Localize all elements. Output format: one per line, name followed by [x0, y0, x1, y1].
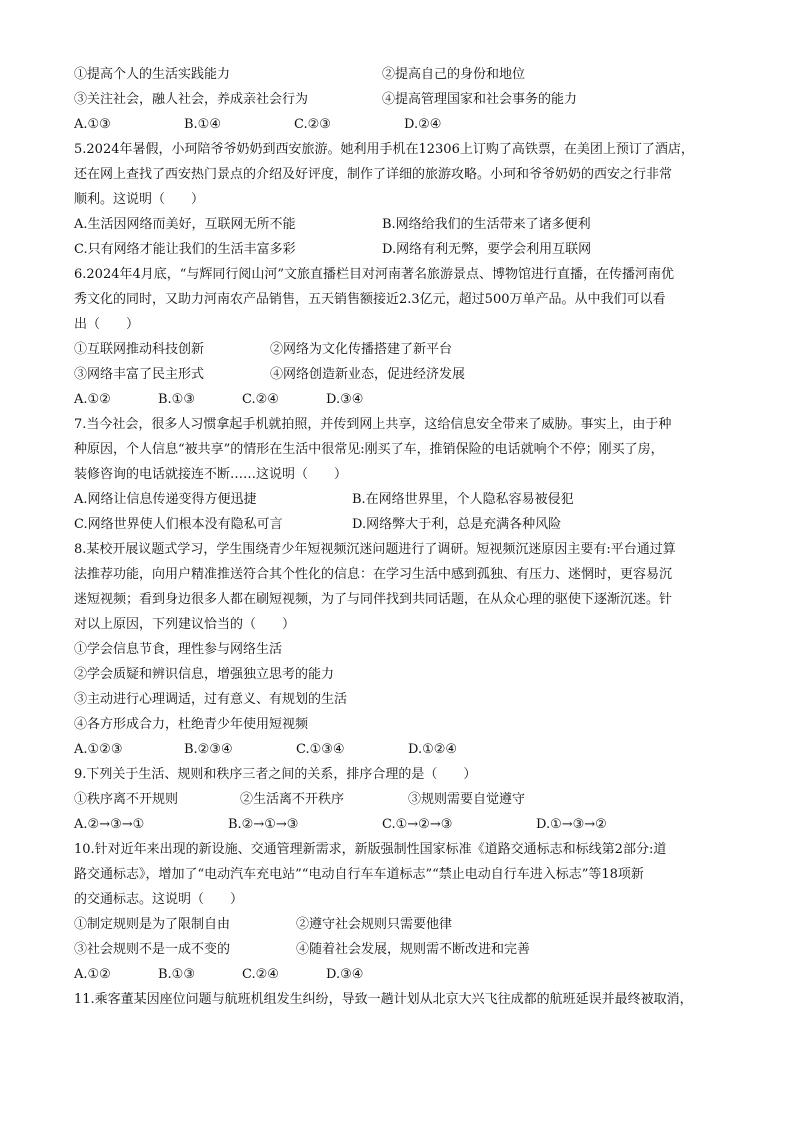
q9-option-1: ①秩序离不开规则: [74, 792, 179, 807]
q7-choice-b: B.在网络世界里，个人隐私容易被侵犯: [352, 492, 574, 507]
q6-options-row-2: [74, 362, 738, 387]
q6-options-row-1: [74, 337, 738, 362]
q5-choices-row-1: [74, 212, 738, 237]
q5-stem-line-1: 5.2024年暑假，小珂陪爷爷奶奶到西安旅游。她利用手机在12306上订购了高铁票，在美团上预订了酒店，: [74, 142, 694, 157]
q5-choices-row-2: [74, 237, 738, 262]
q9-choice-c: C.①→②→③: [382, 817, 453, 832]
q5-choice-c: C.只有网络才能让我们的生活丰富多彩: [74, 242, 296, 257]
q10-option-3: ③社会规则不是一成不变的: [74, 942, 231, 957]
q8-choices: [74, 737, 738, 762]
q7-stem-line-3: 装修咨询的电话就接连不断……这说明（ ）: [74, 467, 348, 482]
q6-stem-line-1: 6.2024年4月底，“与辉同行阅山河”文旅直播栏目对河南著名旅游景点、博物馆进行直播，在传播河南优: [74, 267, 675, 282]
q7-stem-line-1: 7.当今社会，很多人习惯拿起手机就拍照，并传到网上共享，这给信息安全带来了威胁。事实上，由于种: [74, 417, 672, 432]
q10-choice-a: A.①②: [74, 967, 111, 982]
q8-stem-line-3: 迷短视频；看到身边很多人都在刷短视频，为了与同伴找到共同话题，在从众心理的驱使下逐渐沉迷。针: [74, 592, 673, 607]
q10-stem-line-2: 路交通标志》，增加了“电动汽车充电站”“电动自行车车道标志”“禁止电动自行车进入标志”等18项新: [74, 867, 644, 882]
q5-stem-line-2: 还在网上查找了西安热门景点的介绍及好评度，制作了详细的旅游攻略。小珂和爷爷奶奶的西安之行非常: [74, 167, 673, 182]
q8-option-4: ④各方形成合力，杜绝青少年使用短视频: [74, 717, 309, 732]
q10-stem-line-1: 10.针对近年来出现的新设施、交通管理新需求，新版强制性国家标准《道路交通标志和标线第2部分:道: [74, 842, 667, 857]
q10-option-1: ①制定规则是为了限制自由: [74, 917, 231, 932]
q7-choice-c: C.网络世界使人们根本没有隐私可言: [74, 517, 283, 532]
q9-choice-b: B.②→①→③: [228, 817, 299, 832]
q5-choice-d: D.网络有利无弊，要学会利用互联网: [382, 242, 592, 257]
q9-choices: [74, 812, 738, 837]
q9-option-2: ②生活离不开秩序: [240, 792, 345, 807]
q9-stem: 9.下列关于生活、规则和秩序三者之间的关系，排序合理的是（ ）: [74, 767, 477, 782]
q9-options: [74, 787, 738, 812]
q8-choice-d: D.①②④: [408, 742, 458, 757]
q8-option-2: ②学会质疑和辨识信息，增强独立思考的能力: [74, 667, 335, 682]
q6-option-1: ①互联网推动科技创新: [74, 342, 205, 357]
q8-option-3: ③主动进行心理调适，过有意义、有规划的生活: [74, 692, 348, 707]
q10-choices: [74, 962, 738, 987]
q7-choices-row-2: [74, 512, 738, 537]
q8-stem-line-4: 对以上原因，下列建议恰当的（ ）: [74, 617, 296, 632]
q10-stem-line-3: 的交通标志。这说明（ ）: [74, 892, 244, 907]
q10-options-row-2: [74, 937, 738, 962]
q4-option-1: ①提高个人的生活实践能力: [74, 67, 231, 82]
q6-option-4: ④网络创造新业态，促进经济发展: [270, 367, 466, 382]
q4-option-2: ②提高自己的身份和地位: [382, 67, 526, 82]
q5-choice-b: B.网络给我们的生活带来了诸多便利: [382, 217, 591, 232]
q7-choice-d: D.网络弊大于利，总是充满各种风险: [352, 517, 562, 532]
q7-choices-row-1: [74, 487, 738, 512]
q4-choice-d: D.②④: [404, 117, 442, 132]
q8-choice-a: A.①②③: [74, 742, 123, 757]
q4-choice-c: C.②③: [294, 117, 331, 132]
q6-stem-line-3: 出（ ）: [74, 317, 140, 332]
q7-stem-line-2: 种原因，个人信息“被共享”的情形在生活中很常见:刚买了车，推销保险的电话就响个不停；刚买了房，: [74, 442, 664, 457]
q6-choices: [74, 387, 738, 412]
exam-page: [74, 62, 738, 1012]
q8-choice-b: B.②③④: [184, 742, 233, 757]
q6-option-2: ②网络为文化传播搭建了新平台: [270, 342, 453, 357]
q6-choice-d: D.③④: [326, 392, 364, 407]
q4-options-row-1: [74, 62, 738, 87]
q4-choice-b: B.①④: [184, 117, 221, 132]
q8-stem-line-1: 8.某校开展议题式学习，学生围绕青少年短视频沉迷问题进行了调研。短视频沉迷原因主要有:平台通过算: [74, 542, 676, 557]
q4-option-4: ④提高管理国家和社会事务的能力: [382, 92, 578, 107]
q4-choice-a: A.①③: [74, 117, 111, 132]
q10-options-row-1: [74, 912, 738, 937]
q10-choice-d: D.③④: [326, 967, 364, 982]
q8-option-1: ①学会信息节食，理性参与网络生活: [74, 642, 283, 657]
q7-choice-a: A.网络让信息传递变得方便迅捷: [74, 492, 257, 507]
q6-stem-line-2: 秀文化的同时，又助力河南农产品销售，五天销售额接近2.3亿元，超过500万单产品。从中我们可以看: [74, 292, 666, 307]
q10-option-2: ②遵守社会规则只需要他律: [296, 917, 453, 932]
q10-choice-b: B.①③: [158, 967, 195, 982]
q5-choice-a: A.生活因网络而美好，互联网无所不能: [74, 217, 296, 232]
q6-choice-a: A.①②: [74, 392, 111, 407]
q11-stem-line-1: 11.乘客董某因座位问题与航班机组发生纠纷，导致一趟计划从北京大兴飞往成都的航班延误并最终被取消，: [74, 992, 693, 1007]
q6-choice-b: B.①③: [158, 392, 195, 407]
q6-option-3: ③网络丰富了民主形式: [74, 367, 205, 382]
q10-option-4: ④随着社会发展，规则需不断改进和完善: [296, 942, 531, 957]
q8-stem-line-2: 法推荐功能，向用户精准推送符合其个性化的信息：在学习生活中感到孤独、有压力、迷惘时，更容易沉: [74, 567, 673, 582]
q8-choice-c: C.①③④: [296, 742, 345, 757]
q9-choice-a: A.②→③→①: [74, 817, 145, 832]
q4-options-row-2: [74, 87, 738, 112]
q4-option-3: ③关注社会，融人社会，养成亲社会行为: [74, 92, 309, 107]
q5-stem-line-3: 顺利。这说明（ ）: [74, 192, 205, 207]
q9-choice-d: D.①→③→②: [536, 817, 607, 832]
q10-choice-c: C.②④: [242, 967, 279, 982]
q4-choices: [74, 112, 738, 137]
q6-choice-c: C.②④: [242, 392, 279, 407]
q9-option-3: ③规则需要自觉遵守: [408, 792, 526, 807]
